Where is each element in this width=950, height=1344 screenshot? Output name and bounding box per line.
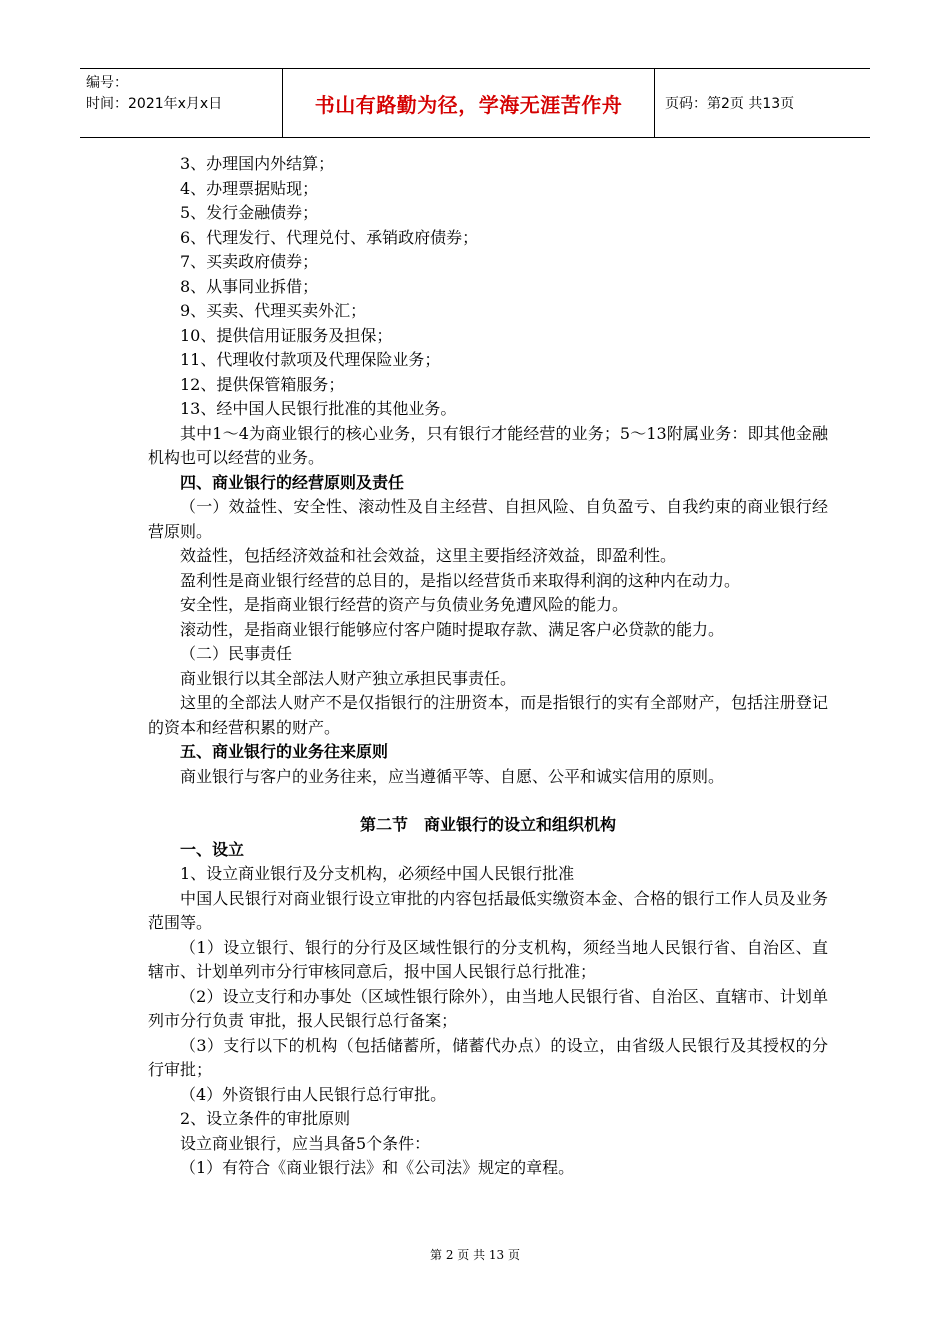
body-paragraph: 设立商业银行，应当具备5个条件：: [180, 1133, 431, 1153]
body-paragraph: 其中1～4为商业银行的核心业务，只有银行才能经营的业务；5～13附属业务：即其他金融机构也可以经营的业务。: [148, 423, 828, 467]
body-paragraph: 盈利性是商业银行经营的总目的，是指以经营货币来取得利润的这种内在动力。: [180, 570, 741, 590]
body-paragraph: 4、办理票据贴现；: [180, 178, 319, 198]
document-number-label: 编号：: [86, 75, 128, 91]
body-paragraph: 12、提供保管箱服务；: [180, 374, 345, 394]
body-paragraph: （1）设立银行、银行的分行及区域性银行的分支机构，须经当地人民银行省、自治区、直辖市、计划单列市分行审核同意后，报中国人民银行总行批准；: [148, 937, 828, 981]
section-heading: 五、商业银行的业务往来原则: [180, 742, 389, 761]
page-footer: 第 2 页 共 13 页: [430, 1248, 520, 1262]
body-paragraph: 11、代理收付款项及代理保险业务；: [180, 350, 441, 369]
body-paragraph: 商业银行与客户的业务往来，应当遵循平等、自愿、公平和诚实信用的原则。: [180, 766, 725, 786]
body-paragraph: （4）外资银行由人民银行总行审批。: [180, 1084, 447, 1104]
body-paragraph: 商业银行以其全部法人财产独立承担民事责任。: [180, 668, 517, 688]
header-meta: [80, 69, 283, 137]
section-title: 第二节 商业银行的设立和组织机构: [359, 815, 616, 834]
body-paragraph: （1）有符合《商业银行法》和《公司法》规定的章程。: [180, 1158, 575, 1177]
body-paragraph: （2）设立支行和办事处（区域性银行除外），由当地人民银行省、自治区、直辖市、计划单列市分行负责 审批，报人民银行总行备案；: [148, 986, 828, 1030]
body-paragraph: （二）民事责任: [180, 644, 293, 663]
body-paragraph: 效益性，包括经济效益和社会效益，这里主要指经济效益，即盈利性。: [180, 546, 677, 565]
body-paragraph: 7、买卖政府债券；: [180, 252, 319, 271]
body-paragraph: 2、设立条件的审批原则: [180, 1109, 351, 1128]
header-motto: 书山有路勤为径，学海无涯苦作舟: [283, 69, 655, 137]
body-paragraph: 8、从事同业拆借；: [180, 276, 319, 296]
document-body: [148, 152, 828, 1181]
body-paragraph: 安全性，是指商业银行经营的资产与负债业务免遭风险的能力。: [180, 595, 629, 614]
header-page-info: 页码：第2页 共13页: [665, 96, 795, 112]
body-paragraph: 9、买卖、代理买卖外汇；: [180, 301, 367, 320]
body-paragraph: 13、经中国人民银行批准的其他业务。: [180, 399, 457, 418]
body-paragraph: 3、办理国内外结算；: [180, 154, 335, 173]
body-paragraph: （3）支行以下的机构（包括储蓄所，储蓄代办点）的设立，由省级人民银行及其授权的分行审批；: [148, 1035, 828, 1079]
body-paragraph: （一）效益性、安全性、滚动性及自主经营、自担风险、自负盈亏、自我约束的商业银行经营原则。: [148, 497, 828, 541]
body-paragraph: 滚动性，是指商业银行能够应付客户随时提取存款、满足客户必贷款的能力。: [180, 619, 725, 639]
page-header: [80, 68, 870, 138]
body-paragraph: 10、提供信用证服务及担保；: [180, 325, 393, 345]
section-heading: 四、商业银行的经营原则及责任: [180, 472, 405, 492]
body-paragraph: 中国人民银行对商业银行设立审批的内容包括最低实缴资本金、合格的银行工作人员及业务范围等。: [148, 888, 828, 932]
document-time-label: 时间：2021年x月x日: [86, 96, 223, 112]
body-paragraph: 这里的全部法人财产不是仅指银行的注册资本，而是指银行的实有全部财产，包括注册登记的资本和经营积累的财产。: [148, 693, 828, 737]
body-paragraph: 6、代理发行、代理兑付、承销政府债券；: [180, 227, 479, 247]
section-heading: 一、设立: [180, 839, 245, 859]
body-paragraph: 1、设立商业银行及分支机构，必须经中国人民银行批准: [180, 864, 575, 883]
body-paragraph: 5、发行金融债券；: [180, 203, 319, 222]
